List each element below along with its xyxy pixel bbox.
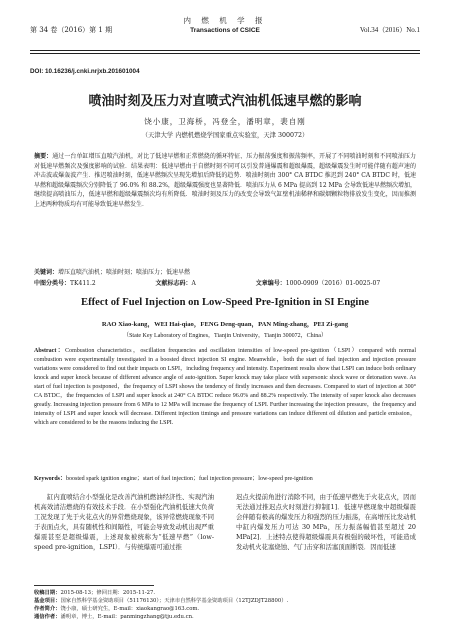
- affiliation-en: （State Key Laboratory of Engines，Tianjin University，Tianjin 300072，China）: [123, 333, 327, 339]
- clc-label: 中图分类号：: [34, 280, 71, 287]
- footnote-corresponding: 通信作者：潘明章，博士，E-mail：panmingzhang@tju.edu.cn.: [34, 614, 194, 620]
- keywords-en-label: Keywords：: [34, 476, 66, 482]
- header-journal-en: Transactions of CSICE: [190, 27, 260, 34]
- abstract-cn-text: 通过一台单缸增压直喷汽油机，对比了低速早燃和正常燃烧的循环特征、压力振荡强度和振荡频率，开展了不同喷油时刻和不同喷油压力对低速早燃频次及强度影响的试验．结果表明：低速早燃由于自燃时刻不同可以引发普通爆震和超级爆震，超级爆震发生时可能伴随有超声速的冲击波或爆轰波产生．推迟喷油时刻，低速早燃频次呈现先增加后降低的趋势．喷油时刻由 300° CA BTDC 推迟到 240° CA BTDC 时，低速早燃和超级爆震频次分别降低了 96.0% 和 88.2%，超级爆震强度也显著降低．喷油压力从 6 MPa 提高到 12 MPa 会导致低速早燃频次增加，继续提高喷油压力，低速早燃和超级爆震频次均有所降低．喷油时刻及压力的改变会导致气缸壁机油稀释和碳烟颗粒物排放发生变化，因而推测上述两种物质均有可能导致低速早燃发生．: [34, 153, 416, 208]
- keywords-cn-text: 增压直喷汽油机；喷油时刻；喷油压力；低速早燃: [58, 269, 191, 276]
- running-header: [30, 12, 420, 46]
- abstract-cn-label: 摘要：: [34, 153, 53, 160]
- doi: DOI: 10.16236/j.cnki.nrjxb.201601004: [30, 68, 140, 75]
- footnote-rule: [34, 585, 154, 586]
- authors-en: RAO Xiao-kang，WEI Hai-qiao，FENG Deng-quan，PAN Ming-zhang，PEI Zi-gang: [101, 321, 349, 328]
- doc-code-label: 文献标志码：: [155, 280, 192, 287]
- clc-value: TK411.2: [70, 280, 96, 287]
- article-no-value: 1000-0909（2016）01-0025-07: [285, 280, 381, 287]
- classification-line: [34, 278, 416, 287]
- body-column-right: 迟点火提前角进行消除不同，由于低速早燃先于火花点火，因而无法通过推迟点火时刻进行抑制[1]．低速早燃现象中超级爆震会伴随有极高的爆发压力和强烈的压力振荡，在高增压比发动机中缸内爆发压力可达 30 MPa，压力振荡幅值甚至超过 20 MPa[2]．上述特点使得超级爆震具有极强的破坏性，可能造成发动机火花塞烧蚀、气门击穿和活塞顶面断裂．因而低速: [236, 493, 416, 552]
- title-en: Effect of Fuel Injection on Low-Speed Pre-Ignition in SI Engine: [81, 297, 369, 308]
- keywords-en: [34, 473, 416, 482]
- header-journal-cn: 内 燃 机 学 报: [183, 16, 267, 25]
- doc-code-value: A: [191, 280, 196, 287]
- footnote-received: 收稿日期：2015-08-13；修回日期：2015-11-27.: [34, 590, 156, 596]
- abstract-en-text: Combustion characteristics，oscillation frequencies and oscillation intensities of low-speed pre-ignition（LSPI）compared with normal combustion were experimentally investigated in a boosted direct injection SI engine. Meanwhile，both the start of fuel injection and injection pressure variations were considered to find out their impacts on LSPI，including frequency and intensity. Experiment results show that LSPI can induce both ordinary knock and super knock because of different advance angle of auto-ignition. Super knock may take place with supersonic shock wave or detonation wave. As start of fuel injection is postponed，the frequency of LSPI shows the tendency of firstly increases and then decreases. Compared to start of injection at 300° CA BTDC，the frequencies of LSPI and super knock at 240° CA BTDC reduce 96.0% and 88.2% respectively. The intensity of super knock also decreases greatly. Increasing injection pressure from 6 MPa to 12 MPa will increase the frequency of LSPI. Further increasing the injection pressure，the frequency and intensity of LSPI and super knock will decrease. Different injection timings and pressure variations can induce different oil dilution and particle emission，which are considered to be the reasons inducing the LSPI.: [34, 348, 416, 426]
- keywords-cn: [34, 267, 416, 276]
- header-rule-thin: [30, 53, 420, 54]
- body-column-left: 缸内直喷结合小型强化是改善汽油机燃油经济性、实现汽油机高效清洁燃烧的有效技术手段．在小型强化汽油机低速大负荷工况发现了先于火花点火的异常燃烧现象，该异常燃烧现象不同于表面点火，具有随机性和间隔性，可能会导致发动机出现严重爆震甚至是超级爆震，上述现象被统称为“低速早燃”（low-speed pre-ignition，LSPI）．与传统爆震可通过推: [34, 493, 214, 552]
- footnote-author: 作者简介：饶小康，硕士研究生，E-mail：xiaokangrao@163.com.: [34, 606, 200, 612]
- title-cn: 喷油时刻及压力对直喷式汽油机低速早燃的影响: [88, 94, 362, 109]
- authors-cn: 饶小康，卫海桥，冯登全，潘明章，裴自刚: [144, 117, 306, 126]
- abstract-cn: [34, 152, 416, 210]
- keywords-en-text: boosted spark ignition engine；start of fuel injection；fuel injection pressure；low-speed pre-ignition: [66, 476, 313, 482]
- keywords-cn-label: 关键词：: [34, 269, 59, 276]
- footnotes: [34, 589, 416, 621]
- abstract-en: [34, 347, 416, 428]
- footnote-funding: 基金项目：国家自然科学基金资助项目（51176130）；天津市自然科学基金资助项目（12TJZDJT28800）.: [34, 598, 289, 604]
- abstract-en-label: Abstract：: [34, 348, 66, 354]
- header-volume-cn: 第 34 卷（2016）第 1 期: [30, 26, 113, 34]
- affiliation-cn: （天津大学 内燃机燃烧学国家重点实验室，天津 300072）: [141, 132, 309, 139]
- header-rule-thick: [30, 50, 420, 51]
- article-no-label: 文章编号：: [255, 280, 286, 287]
- header-volume-en: Vol.34（2016）No.1: [359, 26, 420, 34]
